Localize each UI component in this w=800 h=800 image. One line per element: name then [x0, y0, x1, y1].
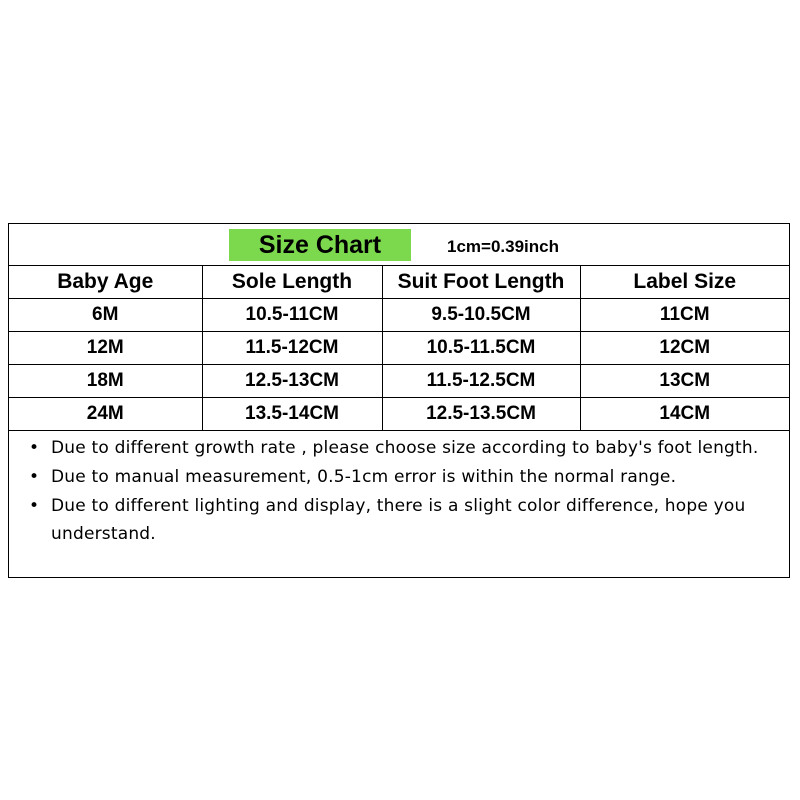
table-row — [9, 299, 789, 332]
note-text: Due to different lighting and display, there is a slight color difference, hope you understand. — [51, 496, 746, 544]
notes-section — [9, 434, 789, 549]
unit-conversion: 1cm=0.39inch — [447, 237, 559, 256]
note-item — [23, 492, 779, 548]
note-item — [23, 463, 779, 491]
cell-sole-length: 11.5-12CM — [202, 332, 382, 365]
table-row — [9, 332, 789, 365]
cell-suit-foot-length: 10.5-11.5CM — [382, 332, 580, 365]
header-baby-age: Baby Age — [9, 265, 202, 299]
table-row — [9, 398, 789, 431]
title-row — [9, 224, 789, 266]
cell-label-size: 12CM — [580, 332, 789, 365]
chart-title: Size Chart — [229, 229, 411, 261]
cell-suit-foot-length: 11.5-12.5CM — [382, 365, 580, 398]
cell-baby-age: 18M — [9, 365, 202, 398]
cell-baby-age: 6M — [9, 299, 202, 332]
bullet-icon: • — [29, 467, 40, 487]
cell-suit-foot-length: 9.5-10.5CM — [382, 299, 580, 332]
header-suit-foot-length: Suit Foot Length — [382, 265, 580, 299]
cell-sole-length: 12.5-13CM — [202, 365, 382, 398]
header-sole-length: Sole Length — [202, 265, 382, 299]
cell-sole-length: 10.5-11CM — [202, 299, 382, 332]
cell-baby-age: 24M — [9, 398, 202, 431]
note-text: Due to manual measurement, 0.5-1cm error is within the normal range. — [51, 467, 677, 487]
bullet-icon: • — [29, 496, 40, 516]
cell-label-size: 11CM — [580, 299, 789, 332]
note-item — [23, 434, 779, 462]
cell-label-size: 14CM — [580, 398, 789, 431]
note-text: Due to different growth rate , please choose size according to baby's foot length. — [51, 438, 759, 458]
bullet-icon: • — [29, 438, 40, 458]
cell-sole-length: 13.5-14CM — [202, 398, 382, 431]
cell-suit-foot-length: 12.5-13.5CM — [382, 398, 580, 431]
size-chart — [8, 223, 790, 578]
cell-baby-age: 12M — [9, 332, 202, 365]
cell-label-size: 13CM — [580, 365, 789, 398]
table-header-row — [9, 265, 789, 299]
header-label-size: Label Size — [580, 265, 789, 299]
table-row — [9, 365, 789, 398]
size-table — [9, 265, 789, 431]
